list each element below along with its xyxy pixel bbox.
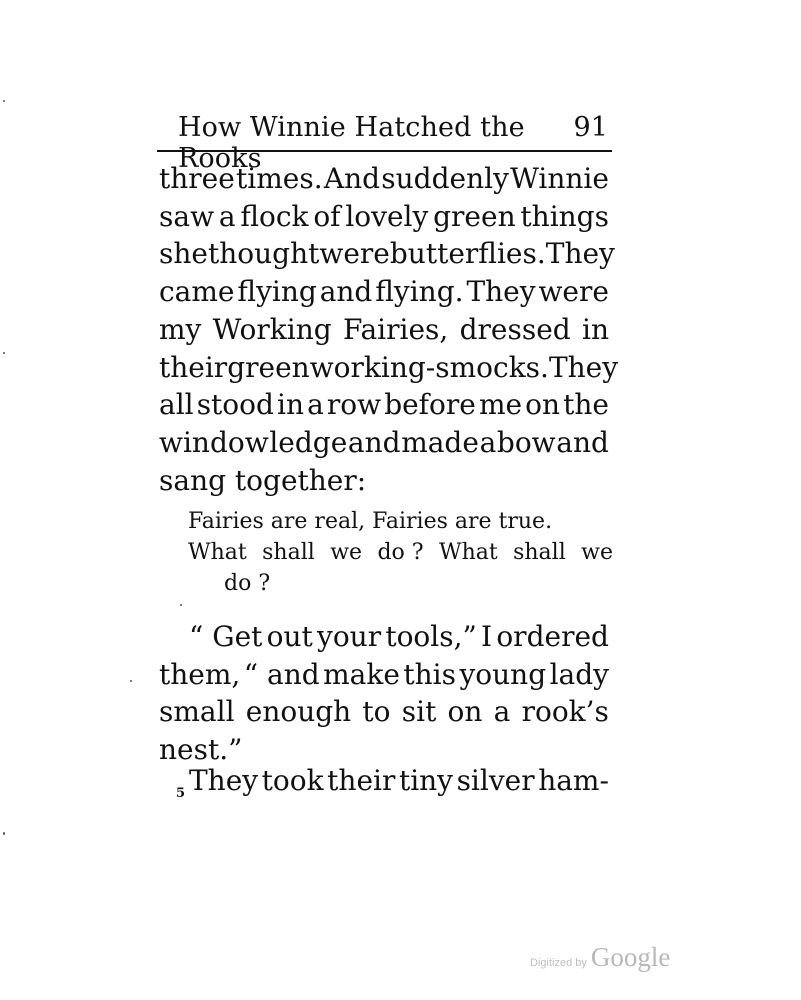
word: make	[323, 657, 400, 691]
paragraph1-line	[159, 462, 609, 500]
word: flying.	[375, 275, 464, 309]
scan-speck	[3, 352, 5, 354]
paragraph2-line	[159, 656, 609, 694]
word: your	[317, 620, 382, 653]
word: tools,”	[385, 620, 477, 653]
word: their	[327, 764, 396, 797]
word: tiny	[398, 764, 453, 797]
word: What	[438, 540, 498, 565]
paragraph1-line	[159, 424, 609, 462]
paragraph1-line	[159, 235, 615, 273]
word: a	[479, 425, 497, 459]
paragraph1-line	[159, 160, 609, 198]
word: stood	[196, 388, 274, 422]
word: we	[581, 540, 613, 565]
word: They	[189, 764, 259, 797]
word: Winnie	[510, 162, 609, 195]
word: before	[384, 388, 476, 422]
word: times.	[236, 162, 323, 195]
word: all	[159, 388, 194, 422]
word: to	[362, 695, 391, 729]
paragraph2-line	[159, 693, 609, 731]
word: three	[159, 162, 235, 195]
word: a	[307, 388, 324, 422]
word: do ?	[377, 540, 424, 565]
word: made	[401, 425, 479, 459]
watermark-prefix: Digitized by	[530, 957, 587, 969]
paragraph2-line	[159, 618, 609, 656]
paragraph1-line	[159, 349, 619, 387]
paragraph1-line	[159, 198, 609, 236]
word: a	[493, 695, 511, 729]
verse-line-2	[188, 537, 613, 568]
word: and	[347, 425, 401, 459]
word: They	[548, 350, 619, 384]
word: saw	[159, 199, 215, 233]
word: nest.”	[159, 733, 243, 767]
scan-speck	[130, 680, 132, 682]
word: What	[188, 540, 247, 565]
signature-mark: 5	[176, 786, 186, 801]
word: sang together:	[159, 463, 367, 497]
word: lady	[549, 657, 609, 691]
word: window	[159, 425, 269, 459]
paragraph1-line	[159, 386, 609, 424]
word: working-smocks.	[309, 350, 549, 384]
paragraph1-line	[159, 273, 609, 311]
word: them,	[159, 657, 241, 691]
word: silver	[456, 764, 535, 797]
paragraph1-line	[159, 311, 609, 349]
word: she	[159, 237, 208, 271]
word: They	[466, 275, 536, 309]
word: green	[227, 350, 310, 384]
word: in	[277, 388, 305, 422]
word: lovely	[345, 199, 429, 233]
word: And	[323, 162, 381, 195]
word: on	[447, 695, 483, 729]
scan-speck	[3, 100, 5, 102]
word: green	[433, 199, 516, 233]
word: ordered	[496, 620, 609, 653]
word: suddenly	[381, 162, 509, 195]
word: the	[563, 388, 609, 422]
word: rook’s	[521, 695, 609, 729]
word: were	[319, 237, 390, 271]
verse	[188, 506, 613, 599]
word: Fairies,	[342, 312, 449, 346]
header-rule	[157, 150, 612, 152]
word: flying	[237, 275, 317, 309]
word: me	[478, 388, 523, 422]
word: came	[159, 275, 235, 309]
word: “ and	[243, 657, 320, 691]
word: bow	[496, 425, 556, 459]
word: we	[330, 540, 363, 565]
watermark-brand: Google	[590, 942, 671, 972]
word: ham-	[538, 764, 609, 797]
paragraph-3-first-line	[189, 762, 609, 800]
word: a	[218, 199, 236, 233]
word: were	[538, 275, 609, 309]
word: thought	[207, 237, 320, 271]
word: Working	[212, 312, 332, 346]
scan-speck	[180, 604, 182, 606]
digitization-watermark	[530, 942, 670, 973]
word: this	[403, 657, 456, 691]
word: young	[459, 657, 547, 691]
word: flock	[240, 199, 309, 233]
word: row	[326, 388, 382, 422]
word: They	[545, 237, 615, 271]
word: dressed	[459, 312, 571, 346]
verse-line-1: Fairies are real, Fairies are true.	[188, 509, 553, 534]
word: of	[313, 199, 341, 233]
word: shall	[513, 540, 566, 565]
word: their	[159, 350, 228, 384]
running-head-title: How Winnie Hatched the Rooks	[178, 112, 525, 174]
word: small	[159, 695, 235, 729]
word: and	[319, 275, 373, 309]
paragraph-2	[159, 618, 609, 769]
word: butterflies.	[389, 237, 546, 271]
word: took	[261, 764, 324, 797]
word: and	[556, 425, 609, 459]
word: I	[481, 620, 493, 653]
word: on	[525, 388, 561, 422]
page-number: 91	[573, 112, 608, 143]
word: sit	[401, 695, 437, 729]
scan-speck	[3, 832, 5, 835]
word: shall	[262, 540, 315, 565]
paragraph-1	[159, 160, 619, 499]
word: out	[266, 620, 313, 653]
word: ledge	[269, 425, 348, 459]
verse-line-3: do ?	[224, 571, 271, 596]
word: things	[520, 199, 609, 233]
word: “ Get	[189, 620, 263, 653]
word: my	[159, 312, 202, 346]
word: in	[581, 312, 609, 346]
word: enough	[245, 695, 352, 729]
